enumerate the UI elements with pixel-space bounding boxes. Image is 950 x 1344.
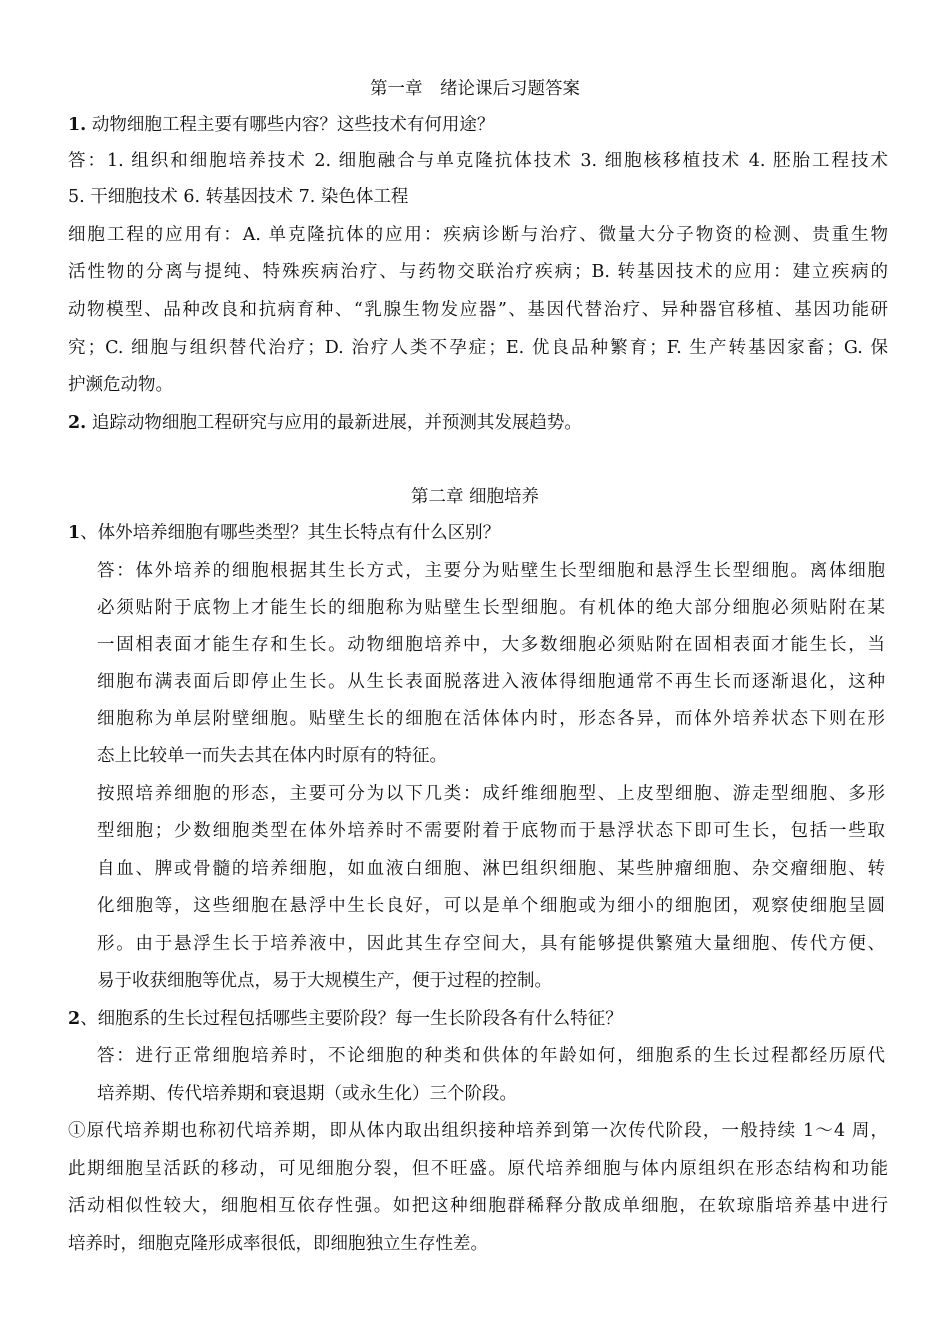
answer-line: 化细胞等，这些细胞在悬浮中生长良好，可以是单个细胞或为细小的细胞团，观察使细胞呈圆 <box>97 896 885 916</box>
answer-line: 型细胞；少数细胞类型在体外培养时不需要附着于底物而于悬浮状态下即可生长，包括一些取 <box>97 821 885 841</box>
chapter2-title: 第二章 细胞培养 <box>410 487 540 507</box>
answer-line: 形。由于悬浮生长于培养液中，因此其生存空间大，具有能够提供繁殖大量细胞、传代方便、 <box>97 934 885 954</box>
answer-line: 态上比较单一而失去其在体内时原有的特征。 <box>97 746 447 766</box>
answer-line: 5. 干细胞技术 6. 转基因技术 7. 染色体工程 <box>68 187 409 207</box>
chapter2-question-1 <box>68 520 888 546</box>
chapter1-title: 第一章 绪论课后习题答案 <box>370 79 580 99</box>
question-text: 、体外培养细胞有哪些类型？其生长特点有什么区别？ <box>80 523 501 543</box>
question-text: 追踪动物细胞工程研究与应用的最新进展，并预测其发展趋势。 <box>86 413 582 433</box>
stage-line: 此期细胞呈活跃的移动，可见细胞分裂，但不旺盛。原代培养细胞与体内原组织在形态结构和功能 <box>68 1159 888 1179</box>
answer-line: 必须贴附于底物上才能生长的细胞称为贴壁生长型细胞。有机体的绝大部分细胞必须贴附在某 <box>97 598 885 618</box>
question-text: 动物细胞工程主要有哪些内容？这些技术有何用途？ <box>86 115 495 135</box>
chapter1-question-1 <box>68 112 888 138</box>
stage-line: 活动相似性较大，细胞相互依存性强。如把这种细胞群稀释分散成单细胞，在软琼脂培养基中进行 <box>68 1196 888 1216</box>
question-number: 1 <box>68 523 81 543</box>
question-number: 1. <box>68 115 87 135</box>
question-text: 、细胞系的生长过程包括哪些主要阶段？每一生长阶段各有什么特征？ <box>80 1009 623 1029</box>
answer-line: 自血、脾或骨髓的培养细胞，如血液白细胞、淋巴组织细胞、某些肿瘤细胞、杂交瘤细胞、转 <box>97 859 885 879</box>
answer-line: 细胞布满表面后即停止生长。从生长表面脱落进入液体得细胞通常不再生长而逐渐退化，这种 <box>97 672 885 692</box>
chapter2-question-2 <box>68 1006 888 1032</box>
application-line: 究；C. 细胞与组织替代治疗；D. 治疗人类不孕症；E. 优良品种繁育；F. 生产转基因家畜；G. 保 <box>68 338 888 358</box>
chapter1-question-2 <box>68 410 888 436</box>
stage-line: ①原代培养期也称初代培养期，即从体内取出组织接种培养到第一次传代阶段，一般持续 1～4 周， <box>68 1121 888 1141</box>
stage-line: 培养时，细胞克隆形成率很低，即细胞独立生存性差。 <box>68 1234 488 1254</box>
answer-line: 答：进行正常细胞培养时，不论细胞的种类和供体的年龄如何，细胞系的生长过程都经历原代 <box>97 1046 885 1066</box>
answer-line: 易于收获细胞等优点，易于大规模生产，便于过程的控制。 <box>97 971 552 991</box>
application-line: 动物模型、品种改良和抗病育种、“乳腺生物发应器”、基因代替治疗、异种器官移植、基因功能研 <box>68 300 888 320</box>
answer-line: 细胞称为单层附壁细胞。贴壁生长的细胞在活体体内时，形态各异，而体外培养状态下则在形 <box>97 709 885 729</box>
application-line: 细胞工程的应用有：A. 单克隆抗体的应用：疾病诊断与治疗、微量大分子物资的检测、贵重生物 <box>68 225 888 245</box>
answer-line: 答：1. 组织和细胞培养技术 2. 细胞融合与单克隆抗体技术 3. 细胞核移植技术 4. 胚胎工程技术 <box>68 151 888 171</box>
application-line: 护濒危动物。 <box>68 375 173 395</box>
answer-line: 培养期、传代培养期和衰退期（或永生化）三个阶段。 <box>97 1084 517 1104</box>
question-number: 2. <box>68 413 87 433</box>
answer-line: 答：体外培养的细胞根据其生长方式，主要分为贴壁生长型细胞和悬浮生长型细胞。离体细胞 <box>97 561 885 581</box>
question-number: 2 <box>68 1009 81 1029</box>
answer-line: 一固相表面才能生存和生长。动物细胞培养中，大多数细胞必须贴附在固相表面才能生长，当 <box>97 635 885 655</box>
answer-line: 按照培养细胞的形态，主要可分为以下几类：成纤维细胞型、上皮型细胞、游走型细胞、多形 <box>97 784 885 804</box>
application-line: 活性物的分离与提纯、特殊疾病治疗、与药物交联治疗疾病；B. 转基因技术的应用：建立疾病的 <box>68 262 888 282</box>
